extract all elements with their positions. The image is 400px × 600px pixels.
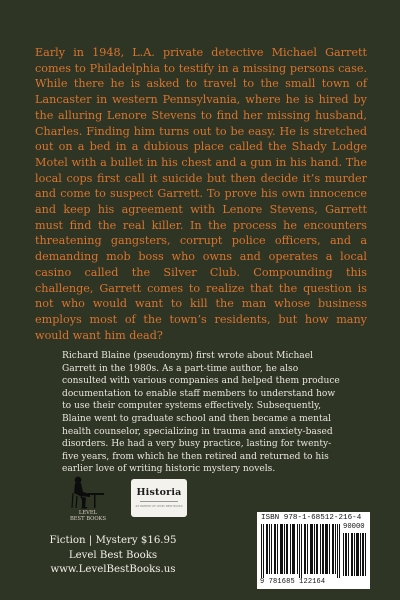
level-best-books-logo — [60, 474, 116, 522]
author-bio-text: Richard Blaine (pseudonym) first wrote about Michael Garrett in the 1980s. As a part-time author, he also consulted with various companies and helped them produce documentation to enable staff members to understand how to use their computer systems effectively. Subsequently, Blaine went to graduate school and then became a mental health counselor, specializing in trauma and anxiety-based disorders. He had a very busy practice, lasting for twenty-five years, from which he then retired and returned to his earlier love of writing historic mystery novels. — [62, 351, 340, 475]
svg-text:BEST BOOKS: BEST BOOKS — [69, 516, 107, 522]
historia-imprint-logo — [131, 479, 187, 517]
publisher-website: www.LevelBestBooks.us — [50, 564, 176, 575]
publisher-name: Level Best Books — [68, 549, 158, 561]
barcode-digits: 9 781685 122164 — [260, 578, 326, 586]
synopsis-text: Early in 1948, L.A. private detective Michael Garrett comes to Philadelphia to testify in a missing persons case. While there he is asked to travel to the small town of Lancaster in western Pennsylvania, where he is hired by the alluring Lenore Stevens to find her missing husband, Charles. Finding him turns out to be easy. He is stretched out on a bed in a dubious place called the Shady Lodge Motel with a bullet in his chest and a gun in his hand. The local cops first call it suicide but then decide it’s murder and come to suspect Garrett. To prove his own innocence and keep his agreement with Lenore Stevens, Garrett must find the real killer. In the process he encounters threatening gangsters, corrupt police officers, and a demanding mob boss who owns and operates a local casino called the Silver Club. Compounding this challenge, Garrett comes to realize that the question is not who would want to kill the man whose business employs most of the town’s residents, but how many would want him dead? — [35, 46, 367, 342]
addon-barcode-bars — [343, 533, 367, 576]
historia-rule — [140, 501, 178, 502]
ean-barcode-bars — [261, 524, 341, 578]
isbn-label: ISBN 978-1-68512-216-4 — [261, 514, 362, 522]
price-code: 90000 — [343, 523, 365, 531]
isbn-barcode — [257, 512, 370, 589]
category-price: Fiction | Mystery $16.95 — [49, 535, 177, 546]
footer-info — [48, 534, 178, 578]
svg-text:LEVEL: LEVEL — [78, 510, 98, 516]
historia-wordmark: Historia — [136, 487, 182, 498]
historia-tagline: AN IMPRINT OF LEVEL BEST BOOKS — [135, 505, 183, 508]
